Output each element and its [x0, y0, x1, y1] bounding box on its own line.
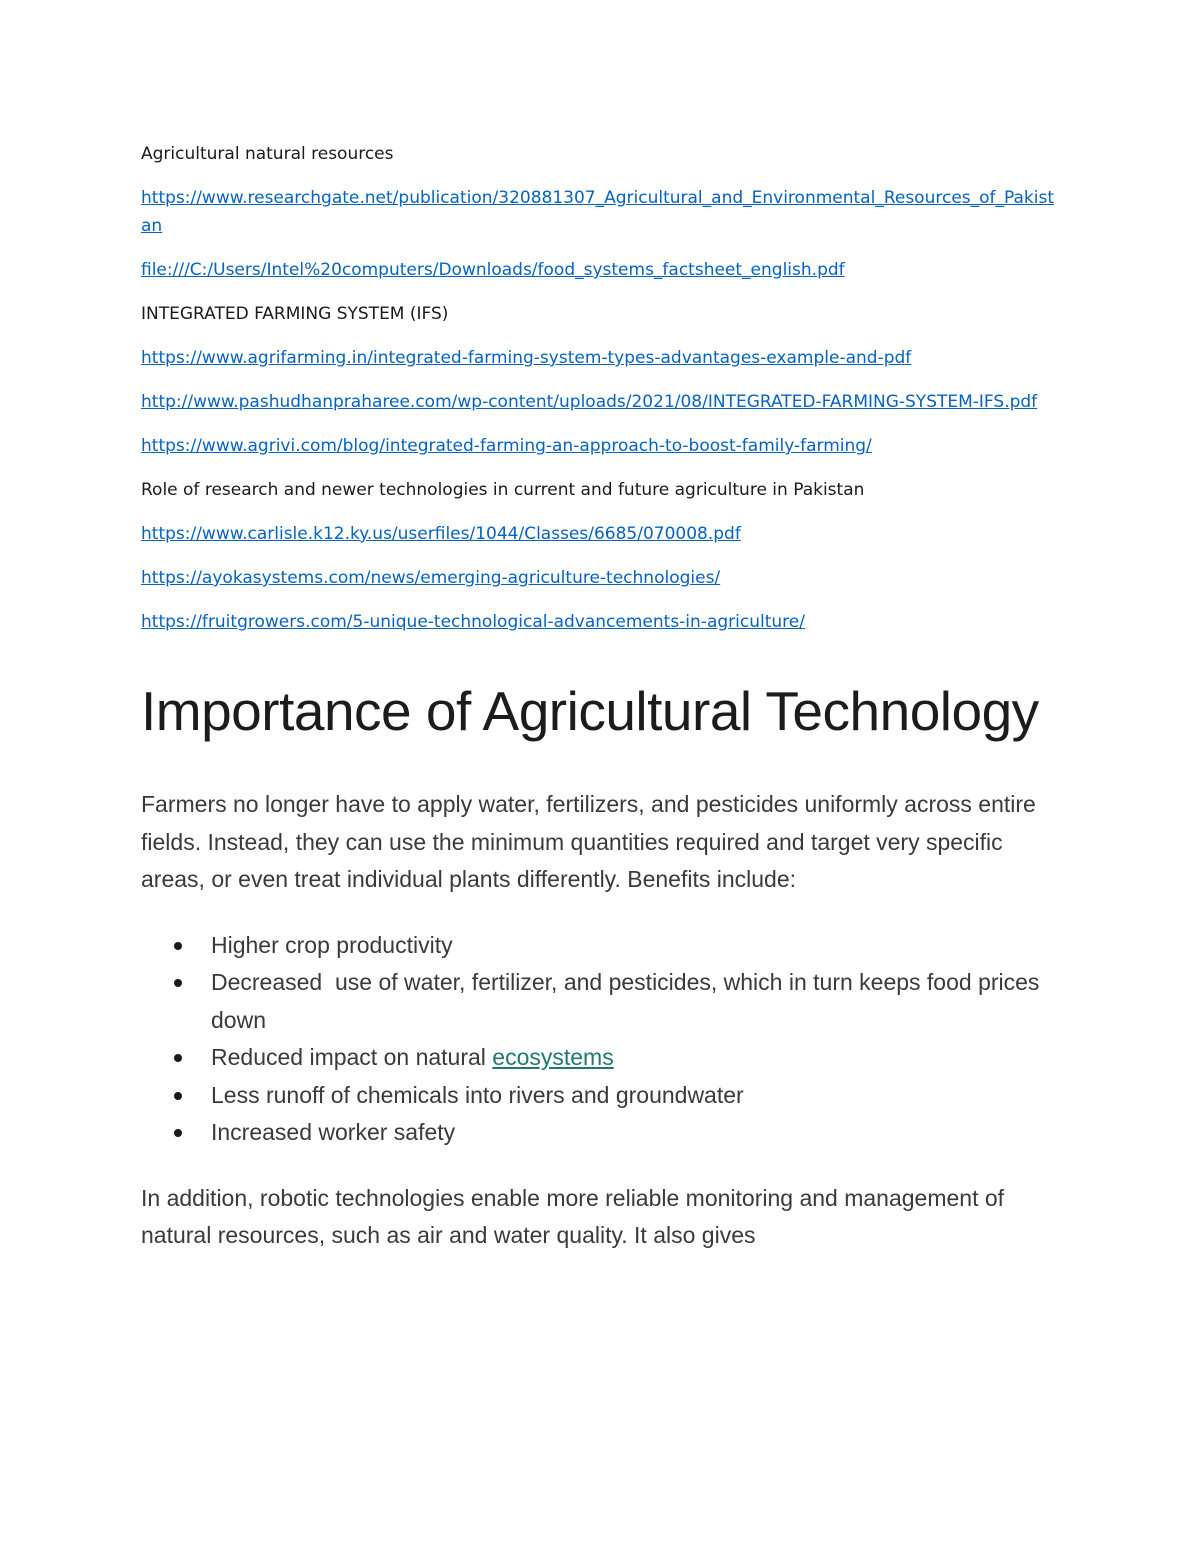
ecosystems-link[interactable]: ecosystems	[492, 1044, 614, 1070]
benefit-text: Decreased use of water, fertilizer, and pesticides, which in turn keeps food prices down	[211, 969, 1046, 1033]
article-heading: Importance of Agricultural Technology	[141, 680, 1039, 742]
bullet-icon	[174, 1129, 182, 1137]
research-title: Role of research and newer technologies in current and future agriculture in Pakistan	[141, 480, 865, 500]
list-item	[141, 964, 1061, 1039]
link-agrifarming[interactable]: https://www.agrifarming.in/integrated-farming-system-types-advantages-example-and-pdf	[141, 348, 912, 368]
link-ayokasystems[interactable]: https://ayokasystems.com/news/emerging-agriculture-technologies/	[141, 568, 721, 588]
resources-title: Agricultural natural resources	[141, 144, 394, 164]
ifs-title: INTEGRATED FARMING SYSTEM (IFS)	[141, 304, 449, 324]
benefit-text: Reduced impact on natural	[211, 1044, 493, 1070]
benefits-list	[141, 927, 1061, 1152]
link-fruitgrowers[interactable]: https://fruitgrowers.com/5-unique-technological-advancements-in-agriculture/	[141, 612, 805, 632]
link-carlisle[interactable]: https://www.carlisle.k12.ky.us/userfiles/1044/Classes/6685/070008.pdf	[141, 524, 741, 544]
document-content	[141, 140, 1061, 1255]
benefit-text: Higher crop productivity	[211, 931, 453, 958]
bullet-icon	[174, 942, 182, 950]
article-closing: In addition, robotic technologies enable more reliable monitoring and management of natural resources, such as air and water quality. It also gives	[141, 1184, 1005, 1248]
bullet-icon	[174, 1092, 182, 1100]
link-agrivi[interactable]: https://www.agrivi.com/blog/integrated-farming-an-approach-to-boost-family-farming/	[141, 436, 872, 456]
bullet-icon	[174, 979, 182, 987]
link-food-systems-factsheet[interactable]: file:///C:/Users/Intel%20computers/Downloads/food_systems_factsheet_english.pdf	[141, 260, 845, 280]
article-intro: Farmers no longer have to apply water, fertilizers, and pesticides uniformly across entire fields. Instead, they can use the minimum quantities required and target very specific areas, or even treat individual plants differently. Benefits include:	[141, 791, 1036, 892]
benefit-text: Less runoff of chemicals into rivers and groundwater	[211, 1081, 744, 1108]
list-item	[141, 1114, 1061, 1152]
list-item	[141, 927, 1061, 965]
benefit-text: Increased worker safety	[211, 1119, 456, 1145]
link-researchgate[interactable]: https://www.researchgate.net/publication/320881307_Agricultural_and_Environmental_Resources_of_Pakistan	[141, 188, 1055, 236]
link-pashudhanpraharee[interactable]: http://www.pashudhanpraharee.com/wp-content/uploads/2021/08/INTEGRATED-FARMING-SYSTEM-IFS.pdf	[141, 392, 1038, 412]
list-item	[141, 1077, 1061, 1115]
bullet-icon	[174, 1054, 182, 1062]
list-item	[141, 1039, 1061, 1077]
